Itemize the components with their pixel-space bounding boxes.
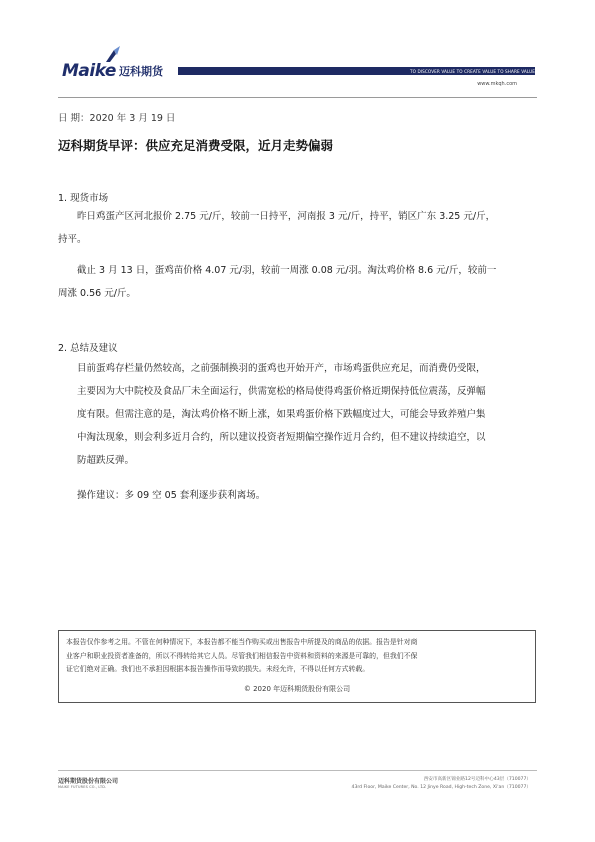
disclaimer-line: 证它们绝对正确。我们也不承担因根据本报告操作而导致的损失。未经允许，不得以任何方式转载。 (66, 665, 370, 673)
header-slogan: TO DISCOVER VALUE TO CREATE VALUE TO SHARE VALUE (409, 69, 535, 74)
header-divider (58, 97, 537, 98)
text-line: 昨日鸡蛋产区河北报价 2.75 元/斤，较前一日持平，河南报 3 元/斤，持平，销区广东 3.25 元/斤， (77, 211, 496, 222)
section-2-paragraph-1 (77, 357, 486, 472)
logo-emblem-icon (102, 46, 122, 62)
report-date: 日 期：2020 年 3 月 19 日 (58, 113, 176, 124)
logo-chinese-name: 迈科期货 (118, 65, 163, 78)
footer-address-cn: 西安市高新区锦业路12号迈科中心43层（710077） (423, 777, 531, 782)
section-1-heading: 1. 现货市场 (58, 193, 109, 204)
text-line: 目前蛋鸡存栏量仍然较高，之前强制换羽的蛋鸡也开始开产，市场鸡蛋供应充足，而消费仍受限， (77, 363, 486, 374)
company-logo (62, 60, 163, 82)
footer-company-en: MAIKE FUTURES CO., LTD. (58, 785, 107, 789)
text-line: 截止 3 月 13 日，蛋鸡苗价格 4.07 元/羽，较前一周涨 0.08 元/羽。淘汰鸡价格 8.6 元/斤，较前一 (77, 265, 497, 276)
section-2-paragraph-2: 操作建议：多 09 空 05 套利逐步获利离场。 (77, 490, 266, 501)
logo-wordmark: Maike (62, 61, 116, 81)
text-line: 防超跌反弹。 (77, 455, 135, 466)
text-line: 主要因为大中院校及食品厂未全面运行，供需宽松的格局使得鸡蛋价格近期保持低位震荡，反弹幅 (77, 386, 486, 397)
disclaimer-text (66, 636, 531, 677)
section-2-heading: 2. 总结及建议 (58, 343, 118, 354)
section-1-paragraph-2 (58, 259, 496, 305)
copyright-notice: © 2020 年迈科期货股份有限公司 (243, 685, 351, 693)
section-1-paragraph-1 (58, 205, 495, 251)
text-line: 持平。 (58, 234, 87, 245)
disclaimer-line: 本报告仅作参考之用。不管在何种情况下，本报告都不能当作购买或出售报告中所提及的商品的依据。报告是针对商 (66, 638, 418, 646)
text-line: 周涨 0.56 元/斤。 (58, 288, 136, 299)
footer-divider (58, 770, 537, 771)
header-website: www.mkqh.com (477, 81, 517, 87)
footer-address-en: 43rd Floor, Maike Center, No. 12 Jinye Road, High-tech Zone, Xi'an（710077） (351, 785, 531, 790)
report-title: 迈科期货早评：供应充足消费受限，近月走势偏弱 (58, 138, 334, 153)
footer-company-cn: 迈科期货股份有限公司 (58, 778, 119, 785)
disclaimer-line: 业客户和职业投资者准备的，所以不得转给其它人员。尽管我们相信报告中资料和资料的来源是可靠的，但我们不保 (66, 651, 418, 660)
text-line: 中淘汰现象，则会利多近月合约，所以建议投资者短期偏空操作近月合约，但不建议持续追空，以 (77, 432, 486, 443)
text-line: 度有限。但需注意的是，淘汰鸡价格不断上涨，如果鸡蛋价格下跌幅度过大，可能会导致养殖户集 (77, 409, 486, 420)
